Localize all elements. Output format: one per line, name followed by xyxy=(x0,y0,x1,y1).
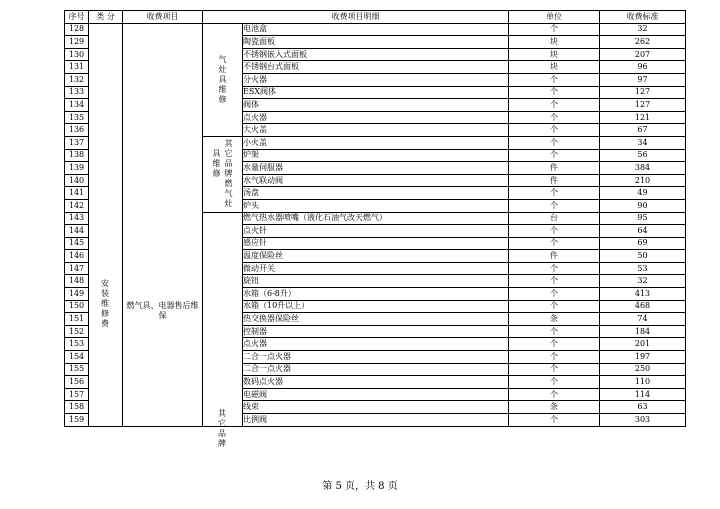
row-number: 150 xyxy=(65,300,89,313)
item-unit: 个 xyxy=(509,199,600,212)
item-unit: 个 xyxy=(509,262,600,275)
item-name: 阀体 xyxy=(243,99,509,112)
item-unit: 个 xyxy=(509,325,600,338)
item-price: 53 xyxy=(600,262,686,275)
row-number: 141 xyxy=(65,187,89,200)
item-name: 炉头 xyxy=(243,199,509,212)
item-unit: 块 xyxy=(509,61,600,74)
row-number: 148 xyxy=(65,275,89,288)
item-name: 点火器 xyxy=(243,338,509,351)
item-price: 250 xyxy=(600,363,686,376)
category-label: 安装维修费 xyxy=(101,278,109,328)
row-number: 131 xyxy=(65,61,89,74)
item-price: 121 xyxy=(600,111,686,124)
item-price: 413 xyxy=(600,288,686,301)
item-unit: 件 xyxy=(509,174,600,187)
item-name: 线束 xyxy=(243,401,509,414)
item-price: 69 xyxy=(600,237,686,250)
row-number: 157 xyxy=(65,388,89,401)
row-number: 138 xyxy=(65,149,89,162)
row-number: 154 xyxy=(65,351,89,364)
item-price: 32 xyxy=(600,275,686,288)
item-price: 63 xyxy=(600,401,686,414)
item-unit: 个 xyxy=(509,275,600,288)
item-unit: 个 xyxy=(509,237,600,250)
item-unit: 个 xyxy=(509,288,600,301)
item-unit: 个 xyxy=(509,124,600,137)
item-name: 陶瓷面板 xyxy=(243,36,509,49)
row-number: 132 xyxy=(65,73,89,86)
row-number: 144 xyxy=(65,225,89,238)
item-price: 210 xyxy=(600,174,686,187)
item-name: 微动开关 xyxy=(243,262,509,275)
row-number: 145 xyxy=(65,237,89,250)
item-unit: 个 xyxy=(509,388,600,401)
table-body xyxy=(65,23,686,448)
item-price: 262 xyxy=(600,36,686,49)
item-unit: 个 xyxy=(509,363,600,376)
item-unit: 个 xyxy=(509,149,600,162)
item-price: 50 xyxy=(600,250,686,263)
row-number: 159 xyxy=(65,414,89,427)
row-number: 136 xyxy=(65,124,89,137)
item-price: 56 xyxy=(600,149,686,162)
item-name: 电磁阀 xyxy=(243,388,509,401)
item-name: 二合一点火器 xyxy=(243,363,509,376)
item-name: 数码点火器 xyxy=(243,376,509,389)
item-price: 127 xyxy=(600,86,686,99)
item-name: 比例阀 xyxy=(243,414,509,427)
item-unit: 条 xyxy=(509,401,600,414)
item-price: 184 xyxy=(600,325,686,338)
row-number: 133 xyxy=(65,86,89,99)
item-price: 468 xyxy=(600,300,686,313)
group-label: 其它品牌 xyxy=(218,408,226,448)
row-number: 142 xyxy=(65,199,89,212)
row-number: 158 xyxy=(65,401,89,414)
item-name: 点火器 xyxy=(243,111,509,124)
item-name: 温度保险丝 xyxy=(243,250,509,263)
group-gas-stove-repair xyxy=(203,23,243,136)
row-number: 152 xyxy=(65,325,89,338)
row-number: 149 xyxy=(65,288,89,301)
item-price: 32 xyxy=(600,23,686,36)
item-unit: 件 xyxy=(509,162,600,175)
category-cell xyxy=(89,23,123,426)
item-name: 分火器 xyxy=(243,73,509,86)
project-cell xyxy=(123,23,203,426)
item-name: 水气联动阀 xyxy=(243,174,509,187)
item-name: 电池盒 xyxy=(243,23,509,36)
item-price: 97 xyxy=(600,73,686,86)
row-number: 146 xyxy=(65,250,89,263)
row-number: 129 xyxy=(65,36,89,49)
item-price: 90 xyxy=(600,199,686,212)
item-price: 197 xyxy=(600,351,686,364)
item-price: 114 xyxy=(600,388,686,401)
item-unit: 个 xyxy=(509,187,600,200)
header-standard: 收费标准 xyxy=(600,11,686,24)
item-name: 控制器 xyxy=(243,325,509,338)
item-name: 汤盘 xyxy=(243,187,509,200)
row-number: 137 xyxy=(65,136,89,149)
item-unit: 台 xyxy=(509,212,600,225)
item-name: 炉架 xyxy=(243,149,509,162)
item-name: 热交换器保险丝 xyxy=(243,313,509,326)
item-unit: 个 xyxy=(509,225,600,238)
item-name: 点火针 xyxy=(243,225,509,238)
item-unit: 件 xyxy=(509,250,600,263)
item-unit: 个 xyxy=(509,300,600,313)
item-name: 不锈钢台式面板 xyxy=(243,61,509,74)
header-unit: 单位 xyxy=(509,11,600,24)
fee-table xyxy=(64,10,686,448)
item-unit: 个 xyxy=(509,23,600,36)
row-number: 134 xyxy=(65,99,89,112)
item-price: 95 xyxy=(600,212,686,225)
row-number: 147 xyxy=(65,262,89,275)
item-unit: 个 xyxy=(509,376,600,389)
item-name: 水箱（10升以上） xyxy=(243,300,509,313)
row-number: 140 xyxy=(65,174,89,187)
row-number: 128 xyxy=(65,23,89,36)
project-label: 燃气具、电器售后维保 xyxy=(126,300,199,320)
item-unit: 块 xyxy=(509,48,600,61)
item-price: 74 xyxy=(600,313,686,326)
item-unit: 个 xyxy=(509,338,600,351)
page-footer: 第 5 页，共 8 页 xyxy=(322,481,398,492)
item-price: 96 xyxy=(600,61,686,74)
row-number: 139 xyxy=(65,162,89,175)
item-unit: 个 xyxy=(509,111,600,124)
item-unit: 个 xyxy=(509,414,600,427)
header-detail: 收费项目明细 xyxy=(203,11,509,24)
row-number: 156 xyxy=(65,376,89,389)
table-row xyxy=(65,23,686,36)
item-price: 34 xyxy=(600,136,686,149)
row-number: 130 xyxy=(65,48,89,61)
item-unit: 个 xyxy=(509,99,600,112)
group-other-brand-stove-repair xyxy=(203,136,243,212)
header-seq: 序号 xyxy=(65,11,89,24)
item-name: 水箱（6-8升） xyxy=(243,288,509,301)
group-other-brand xyxy=(203,212,243,448)
item-unit: 条 xyxy=(509,313,600,326)
item-price: 207 xyxy=(600,48,686,61)
row-number: 135 xyxy=(65,111,89,124)
item-unit: 个 xyxy=(509,136,600,149)
item-name: ESX阀体 xyxy=(243,86,509,99)
header-project: 收费项目 xyxy=(123,11,203,24)
item-unit: 个 xyxy=(509,73,600,86)
group-label-left: 具维修 xyxy=(212,149,221,179)
item-price: 67 xyxy=(600,124,686,137)
header-category: 类 分 xyxy=(89,11,123,24)
table-header-row xyxy=(65,11,686,24)
item-name: 感应针 xyxy=(243,237,509,250)
row-number: 153 xyxy=(65,338,89,351)
item-name: 旋钮 xyxy=(243,275,509,288)
item-price: 384 xyxy=(600,162,686,175)
item-unit: 块 xyxy=(509,36,600,49)
row-number: 151 xyxy=(65,313,89,326)
row-number: 143 xyxy=(65,212,89,225)
item-name: 二合一点火器 xyxy=(243,351,509,364)
row-number: 155 xyxy=(65,363,89,376)
item-price: 64 xyxy=(600,225,686,238)
item-price: 110 xyxy=(600,376,686,389)
item-unit: 个 xyxy=(509,86,600,99)
group-label-right: 其它品牌燃气灶 xyxy=(224,139,233,209)
item-price: 303 xyxy=(600,414,686,427)
item-name: 不锈钢嵌入式面板 xyxy=(243,48,509,61)
item-name: 小火盖 xyxy=(243,136,509,149)
item-price: 127 xyxy=(600,99,686,112)
item-name: 水量伺服器 xyxy=(243,162,509,175)
item-name: 燃气热水器喷嘴（液化石油气改天燃气） xyxy=(243,212,509,225)
item-price: 49 xyxy=(600,187,686,200)
group-label: 气灶具维修 xyxy=(218,54,227,104)
item-unit: 个 xyxy=(509,351,600,364)
item-name: 大火盖 xyxy=(243,124,509,137)
item-price: 201 xyxy=(600,338,686,351)
